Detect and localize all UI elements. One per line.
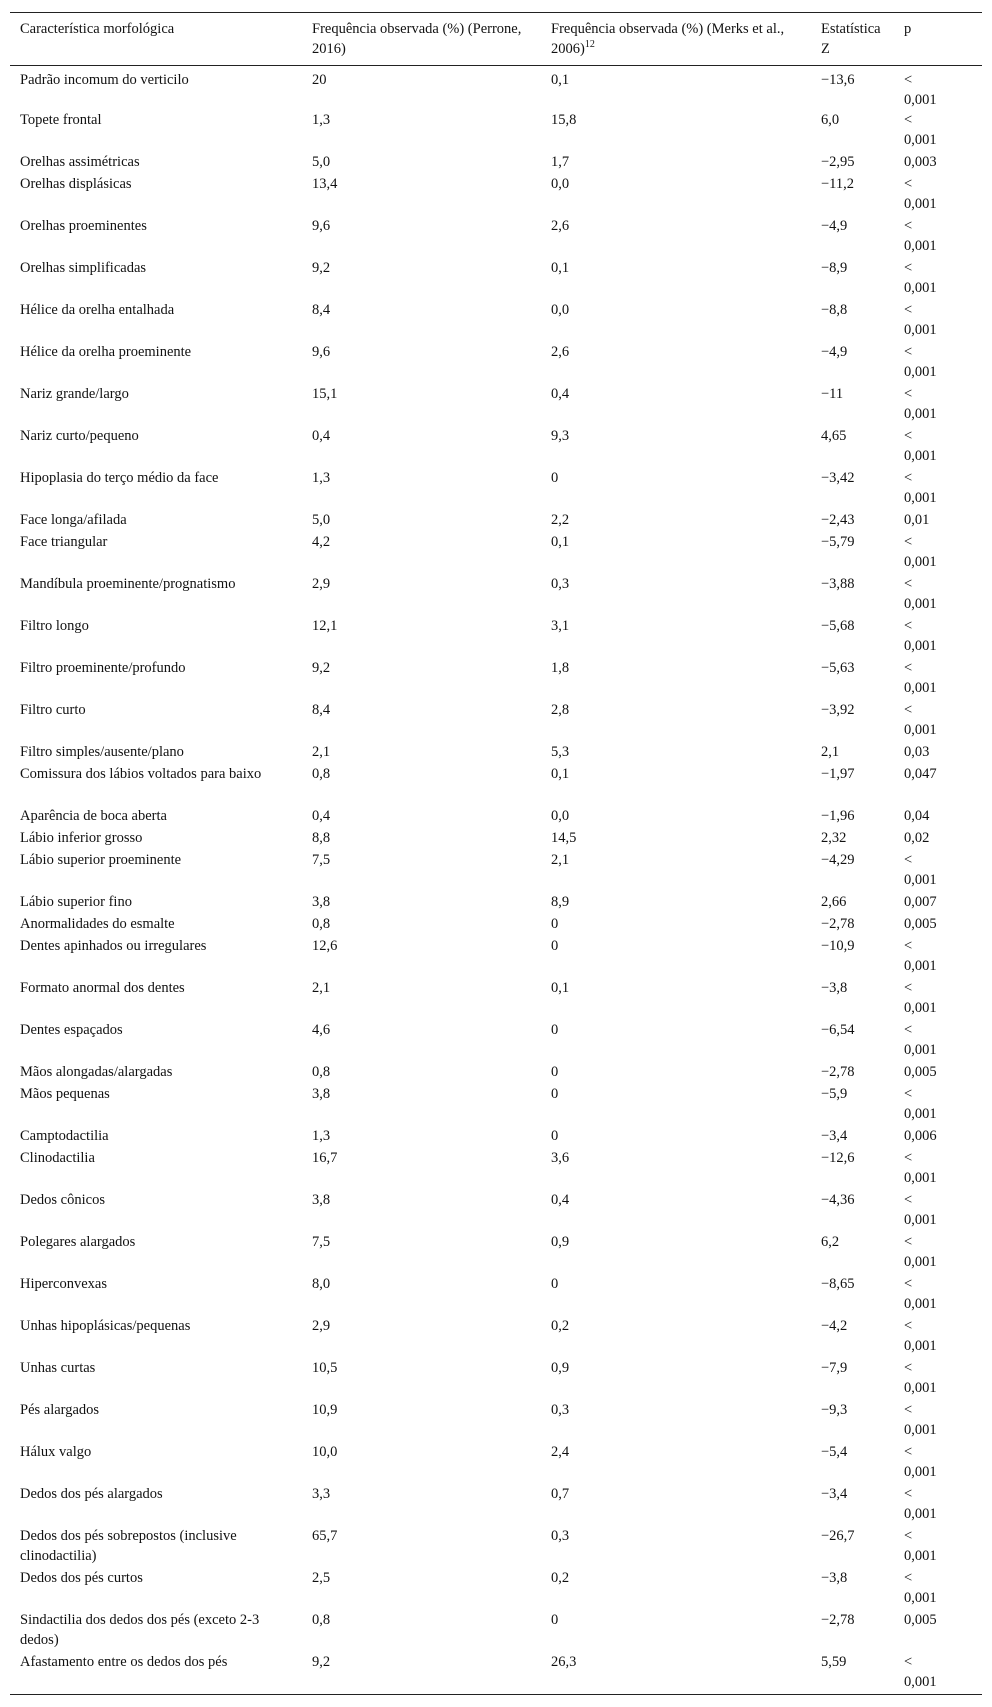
table-row	[10, 892, 982, 914]
cell-z-statistic: −26,7	[821, 1528, 855, 1544]
table-row	[10, 828, 982, 850]
cell-z-statistic: 6,0	[821, 112, 840, 128]
cell-z-statistic: −11,2	[821, 176, 855, 192]
table-row	[10, 764, 982, 806]
table-row	[10, 914, 982, 936]
cell-feature: Filtro longo	[20, 618, 89, 634]
header-row	[10, 13, 982, 66]
header-freq-perrone: Frequência observada (%) (Perrone, 2016)	[312, 21, 522, 57]
cell-freq-merks: 3,1	[551, 618, 570, 634]
table-row	[10, 532, 982, 574]
cell-z-statistic: −1,97	[821, 766, 855, 782]
cell-z-statistic: −8,9	[821, 260, 848, 276]
table-row	[10, 936, 982, 978]
table-row	[10, 1084, 982, 1126]
table-row	[10, 110, 982, 152]
cell-freq-perrone: 9,6	[312, 218, 331, 234]
cell-feature: Hélice da orelha proeminente	[20, 344, 192, 360]
cell-z-statistic: −3,8	[821, 980, 848, 996]
cell-freq-merks: 2,6	[551, 344, 570, 360]
cell-feature: Unhas curtas	[20, 1360, 96, 1376]
cell-feature: Dedos dos pés alargados	[20, 1486, 163, 1502]
cell-freq-perrone: 3,8	[312, 1086, 331, 1102]
table-row	[10, 66, 982, 111]
cell-freq-perrone: 2,5	[312, 1570, 331, 1586]
table-row	[10, 574, 982, 616]
cell-p-value: 0,006	[904, 1128, 937, 1144]
cell-freq-perrone: 10,9	[312, 1402, 338, 1418]
cell-freq-merks: 0,3	[551, 1528, 570, 1544]
cell-freq-merks: 0,3	[551, 576, 570, 592]
cell-z-statistic: 2,1	[821, 744, 840, 760]
cell-freq-merks: 0,9	[551, 1234, 570, 1250]
cell-p-value: < 0,001	[904, 218, 937, 254]
table-row	[10, 742, 982, 764]
cell-freq-perrone: 0,8	[312, 766, 331, 782]
cell-z-statistic: −2,78	[821, 916, 855, 932]
cell-freq-merks: 0	[551, 1276, 559, 1292]
cell-p-value: < 0,001	[904, 470, 937, 506]
cell-feature: Hiperconvexas	[20, 1276, 107, 1292]
header-feature: Característica morfológica	[20, 21, 175, 37]
cell-freq-perrone: 5,0	[312, 512, 331, 528]
table-row	[10, 300, 982, 342]
table-row	[10, 174, 982, 216]
cell-freq-perrone: 8,0	[312, 1276, 331, 1292]
cell-freq-merks: 1,7	[551, 154, 570, 170]
cell-freq-perrone: 9,2	[312, 1654, 331, 1670]
cell-p-value: < 0,001	[904, 938, 937, 974]
cell-freq-merks: 0,1	[551, 766, 570, 782]
cell-p-value: 0,03	[904, 744, 930, 760]
cell-freq-perrone: 4,2	[312, 534, 331, 550]
cell-freq-perrone: 9,2	[312, 660, 331, 676]
table-row	[10, 1148, 982, 1190]
cell-freq-merks: 0	[551, 1612, 559, 1628]
cell-p-value: < 0,001	[904, 428, 937, 464]
cell-freq-merks: 0	[551, 1128, 559, 1144]
cell-p-value: < 0,001	[904, 1570, 937, 1606]
cell-z-statistic: −11	[821, 386, 844, 402]
cell-feature: Hélice da orelha entalhada	[20, 302, 175, 318]
cell-z-statistic: −3,4	[821, 1128, 848, 1144]
table-row	[10, 1652, 982, 1695]
cell-freq-merks: 0,1	[551, 260, 570, 276]
cell-z-statistic: −2,43	[821, 512, 855, 528]
cell-freq-perrone: 9,6	[312, 344, 331, 360]
table-header	[10, 13, 982, 66]
table-row	[10, 510, 982, 532]
cell-freq-merks: 0,7	[551, 1486, 570, 1502]
cell-feature: Mãos pequenas	[20, 1086, 110, 1102]
table-row	[10, 216, 982, 258]
cell-feature: Orelhas proeminentes	[20, 218, 147, 234]
cell-feature: Formato anormal dos dentes	[20, 980, 185, 996]
cell-feature: Dentes apinhados ou irregulares	[20, 938, 207, 954]
table-row	[10, 1316, 982, 1358]
table-row	[10, 1526, 982, 1568]
cell-p-value: < 0,001	[904, 576, 937, 612]
table-row	[10, 468, 982, 510]
table-row	[10, 152, 982, 174]
cell-freq-merks: 9,3	[551, 428, 570, 444]
header-freq-merks-text: Frequência observada (%) (Merks et al., 2006)	[551, 21, 785, 57]
table-row	[10, 1232, 982, 1274]
cell-freq-merks: 26,3	[551, 1654, 577, 1670]
cell-freq-perrone: 2,9	[312, 576, 331, 592]
cell-feature: Filtro curto	[20, 702, 86, 718]
cell-freq-perrone: 7,5	[312, 1234, 331, 1250]
cell-feature: Hálux valgo	[20, 1444, 92, 1460]
cell-freq-perrone: 65,7	[312, 1528, 338, 1544]
table-row	[10, 1062, 982, 1084]
table-row	[10, 1610, 982, 1652]
table-body	[10, 66, 982, 1695]
cell-feature: Nariz curto/pequeno	[20, 428, 139, 444]
cell-freq-perrone: 7,5	[312, 852, 331, 868]
cell-freq-merks: 0	[551, 470, 559, 486]
cell-freq-perrone: 3,3	[312, 1486, 331, 1502]
cell-freq-merks: 5,3	[551, 744, 570, 760]
cell-freq-merks: 2,1	[551, 852, 570, 868]
cell-z-statistic: −2,95	[821, 154, 855, 170]
table-row	[10, 978, 982, 1020]
table-row	[10, 1442, 982, 1484]
table-row	[10, 426, 982, 468]
cell-feature: Polegares alargados	[20, 1234, 136, 1250]
cell-z-statistic: −3,92	[821, 702, 855, 718]
cell-z-statistic: −12,6	[821, 1150, 855, 1166]
cell-freq-merks: 2,2	[551, 512, 570, 528]
cell-z-statistic: 2,32	[821, 830, 847, 846]
cell-p-value: < 0,001	[904, 660, 937, 696]
cell-p-value: < 0,001	[904, 1086, 937, 1122]
cell-p-value: < 0,001	[904, 1150, 937, 1186]
cell-z-statistic: −4,2	[821, 1318, 848, 1334]
cell-feature: Lábio inferior grosso	[20, 830, 143, 846]
header-p-value: p	[904, 21, 912, 37]
cell-freq-merks: 0,3	[551, 1402, 570, 1418]
cell-z-statistic: −3,4	[821, 1486, 848, 1502]
cell-p-value: < 0,001	[904, 852, 937, 888]
cell-freq-merks: 0,2	[551, 1570, 570, 1586]
cell-freq-perrone: 20	[312, 72, 327, 88]
table-row	[10, 806, 982, 828]
cell-p-value: < 0,001	[904, 72, 937, 108]
cell-z-statistic: −3,88	[821, 576, 855, 592]
cell-feature: Aparência de boca aberta	[20, 808, 167, 824]
cell-freq-perrone: 0,8	[312, 1064, 331, 1080]
cell-z-statistic: 4,65	[821, 428, 847, 444]
cell-feature: Orelhas simplificadas	[20, 260, 147, 276]
cell-p-value: < 0,001	[904, 1360, 937, 1396]
cell-z-statistic: −3,42	[821, 470, 855, 486]
table-row	[10, 1358, 982, 1400]
cell-freq-merks: 0	[551, 1086, 559, 1102]
cell-feature: Unhas hipoplásicas/pequenas	[20, 1318, 191, 1334]
cell-p-value: < 0,001	[904, 1234, 937, 1270]
cell-z-statistic: −1,96	[821, 808, 855, 824]
table-row	[10, 1020, 982, 1062]
cell-z-statistic: −3,8	[821, 1570, 848, 1586]
cell-feature: Filtro proeminente/profundo	[20, 660, 186, 676]
cell-freq-merks: 1,8	[551, 660, 570, 676]
cell-freq-merks: 2,8	[551, 702, 570, 718]
table-row	[10, 258, 982, 300]
cell-z-statistic: −4,29	[821, 852, 855, 868]
cell-z-statistic: −10,9	[821, 938, 855, 954]
cell-z-statistic: 6,2	[821, 1234, 840, 1250]
cell-p-value: < 0,001	[904, 980, 937, 1016]
table-row	[10, 1274, 982, 1316]
cell-feature: Sindactilia dos dedos dos pés (exceto 2-3 dedos)	[20, 1612, 260, 1648]
cell-p-value: 0,047	[904, 766, 937, 782]
cell-freq-merks: 0,1	[551, 980, 570, 996]
cell-freq-perrone: 5,0	[312, 154, 331, 170]
cell-freq-merks: 8,9	[551, 894, 570, 910]
cell-freq-merks: 0	[551, 1064, 559, 1080]
cell-p-value: < 0,001	[904, 618, 937, 654]
cell-freq-merks: 0,2	[551, 1318, 570, 1334]
cell-p-value: 0,04	[904, 808, 930, 824]
table-row	[10, 658, 982, 700]
cell-z-statistic: −4,36	[821, 1192, 855, 1208]
cell-freq-perrone: 8,4	[312, 302, 331, 318]
cell-feature: Face longa/afilada	[20, 512, 127, 528]
cell-freq-perrone: 4,6	[312, 1022, 331, 1038]
cell-feature: Dedos cônicos	[20, 1192, 105, 1208]
cell-feature: Mãos alongadas/alargadas	[20, 1064, 173, 1080]
cell-z-statistic: −6,54	[821, 1022, 855, 1038]
cell-feature: Clinodactilia	[20, 1150, 95, 1166]
table-row	[10, 384, 982, 426]
cell-p-value: 0,01	[904, 512, 930, 528]
cell-freq-perrone: 8,4	[312, 702, 331, 718]
cell-p-value: < 0,001	[904, 1402, 937, 1438]
cell-feature: Lábio superior proeminente	[20, 852, 182, 868]
cell-freq-perrone: 0,4	[312, 808, 331, 824]
cell-freq-perrone: 0,8	[312, 916, 331, 932]
cell-z-statistic: −2,78	[821, 1612, 855, 1628]
cell-freq-merks: 0	[551, 1022, 559, 1038]
cell-freq-merks: 0,1	[551, 72, 570, 88]
cell-feature: Dedos dos pés sobrepostos (inclusive clinodactilia)	[20, 1528, 237, 1564]
cell-p-value: < 0,001	[904, 1318, 937, 1354]
cell-z-statistic: −5,68	[821, 618, 855, 634]
cell-z-statistic: −13,6	[821, 72, 855, 88]
cell-freq-perrone: 12,6	[312, 938, 338, 954]
cell-feature: Orelhas assimétricas	[20, 154, 140, 170]
cell-z-statistic: 2,66	[821, 894, 847, 910]
table-row	[10, 1126, 982, 1148]
cell-freq-perrone: 16,7	[312, 1150, 338, 1166]
cell-freq-perrone: 9,2	[312, 260, 331, 276]
cell-feature: Padrão incomum do verticilo	[20, 72, 189, 88]
cell-freq-merks: 0,9	[551, 1360, 570, 1376]
cell-feature: Orelhas displásicas	[20, 176, 132, 192]
cell-feature: Nariz grande/largo	[20, 386, 129, 402]
cell-p-value: < 0,001	[904, 260, 937, 296]
table-row	[10, 700, 982, 742]
cell-p-value: 0,005	[904, 1064, 937, 1080]
cell-p-value: < 0,001	[904, 1022, 937, 1058]
cell-freq-merks: 0,0	[551, 302, 570, 318]
cell-z-statistic: 5,59	[821, 1654, 847, 1670]
cell-z-statistic: −5,79	[821, 534, 855, 550]
cell-p-value: < 0,001	[904, 386, 937, 422]
cell-freq-merks: 0,0	[551, 176, 570, 192]
cell-freq-perrone: 2,1	[312, 744, 331, 760]
header-freq-merks	[541, 13, 811, 66]
cell-freq-perrone: 10,0	[312, 1444, 338, 1460]
cell-p-value: < 0,001	[904, 1486, 937, 1522]
table-row	[10, 616, 982, 658]
cell-p-value: 0,003	[904, 154, 937, 170]
cell-p-value: < 0,001	[904, 534, 937, 570]
cell-feature: Mandíbula proeminente/prognatismo	[20, 576, 236, 592]
reference-superscript: 12	[584, 39, 595, 51]
cell-p-value: < 0,001	[904, 1528, 937, 1564]
cell-feature: Camptodactilia	[20, 1128, 109, 1144]
cell-z-statistic: −9,3	[821, 1402, 848, 1418]
cell-freq-perrone: 8,8	[312, 830, 331, 846]
table-row	[10, 342, 982, 384]
cell-freq-perrone: 1,3	[312, 470, 331, 486]
cell-feature: Face triangular	[20, 534, 108, 550]
cell-freq-perrone: 2,9	[312, 1318, 331, 1334]
cell-freq-merks: 3,6	[551, 1150, 570, 1166]
table-row	[10, 1568, 982, 1610]
header-z-statistic: Estatística Z	[821, 21, 881, 57]
cell-feature: Dentes espaçados	[20, 1022, 123, 1038]
cell-freq-perrone: 3,8	[312, 1192, 331, 1208]
cell-freq-perrone: 1,3	[312, 112, 331, 128]
cell-freq-merks: 2,6	[551, 218, 570, 234]
cell-p-value: < 0,001	[904, 702, 937, 738]
table-row	[10, 850, 982, 892]
cell-z-statistic: −8,8	[821, 302, 848, 318]
cell-z-statistic: −5,63	[821, 660, 855, 676]
cell-feature: Filtro simples/ausente/plano	[20, 744, 184, 760]
cell-freq-merks: 0,4	[551, 1192, 570, 1208]
cell-freq-perrone: 13,4	[312, 176, 338, 192]
cell-freq-merks: 0,0	[551, 808, 570, 824]
table-row	[10, 1400, 982, 1442]
cell-feature: Pés alargados	[20, 1402, 100, 1418]
cell-freq-perrone: 15,1	[312, 386, 338, 402]
cell-z-statistic: −8,65	[821, 1276, 855, 1292]
cell-freq-merks: 14,5	[551, 830, 577, 846]
cell-feature: Lábio superior fino	[20, 894, 132, 910]
cell-feature: Topete frontal	[20, 112, 102, 128]
cell-p-value: < 0,001	[904, 176, 937, 212]
cell-z-statistic: −4,9	[821, 344, 848, 360]
cell-p-value: 0,02	[904, 830, 930, 846]
cell-freq-merks: 0	[551, 916, 559, 932]
cell-p-value: < 0,001	[904, 1192, 937, 1228]
cell-p-value: 0,005	[904, 916, 937, 932]
cell-z-statistic: −7,9	[821, 1360, 848, 1376]
cell-feature: Anormalidades do esmalte	[20, 916, 175, 932]
cell-feature: Comissura dos lábios voltados para baixo	[20, 766, 262, 782]
cell-p-value: < 0,001	[904, 344, 937, 380]
cell-p-value: < 0,001	[904, 1654, 937, 1690]
cell-p-value: 0,005	[904, 1612, 937, 1628]
cell-freq-perrone: 0,8	[312, 1612, 331, 1628]
table-row	[10, 1190, 982, 1232]
cell-z-statistic: −5,4	[821, 1444, 848, 1460]
cell-p-value: < 0,001	[904, 112, 937, 148]
cell-freq-merks: 0,1	[551, 534, 570, 550]
cell-z-statistic: −5,9	[821, 1086, 848, 1102]
cell-freq-perrone: 3,8	[312, 894, 331, 910]
cell-p-value: < 0,001	[904, 1444, 937, 1480]
cell-freq-perrone: 2,1	[312, 980, 331, 996]
cell-p-value: < 0,001	[904, 302, 937, 338]
morphology-frequency-table	[10, 12, 982, 1695]
cell-freq-merks: 0	[551, 938, 559, 954]
cell-p-value: < 0,001	[904, 1276, 937, 1312]
cell-feature: Dedos dos pés curtos	[20, 1570, 143, 1586]
cell-z-statistic: −2,78	[821, 1064, 855, 1080]
morphology-table-container	[10, 12, 982, 1695]
cell-z-statistic: −4,9	[821, 218, 848, 234]
cell-freq-merks: 0,4	[551, 386, 570, 402]
cell-freq-merks: 2,4	[551, 1444, 570, 1460]
cell-freq-perrone: 1,3	[312, 1128, 331, 1144]
cell-freq-perrone: 12,1	[312, 618, 338, 634]
cell-freq-perrone: 0,4	[312, 428, 331, 444]
cell-freq-perrone: 10,5	[312, 1360, 338, 1376]
table-row	[10, 1484, 982, 1526]
cell-p-value: 0,007	[904, 894, 937, 910]
cell-feature: Hipoplasia do terço médio da face	[20, 470, 219, 486]
cell-feature: Afastamento entre os dedos dos pés	[20, 1654, 228, 1670]
cell-freq-merks: 15,8	[551, 112, 577, 128]
